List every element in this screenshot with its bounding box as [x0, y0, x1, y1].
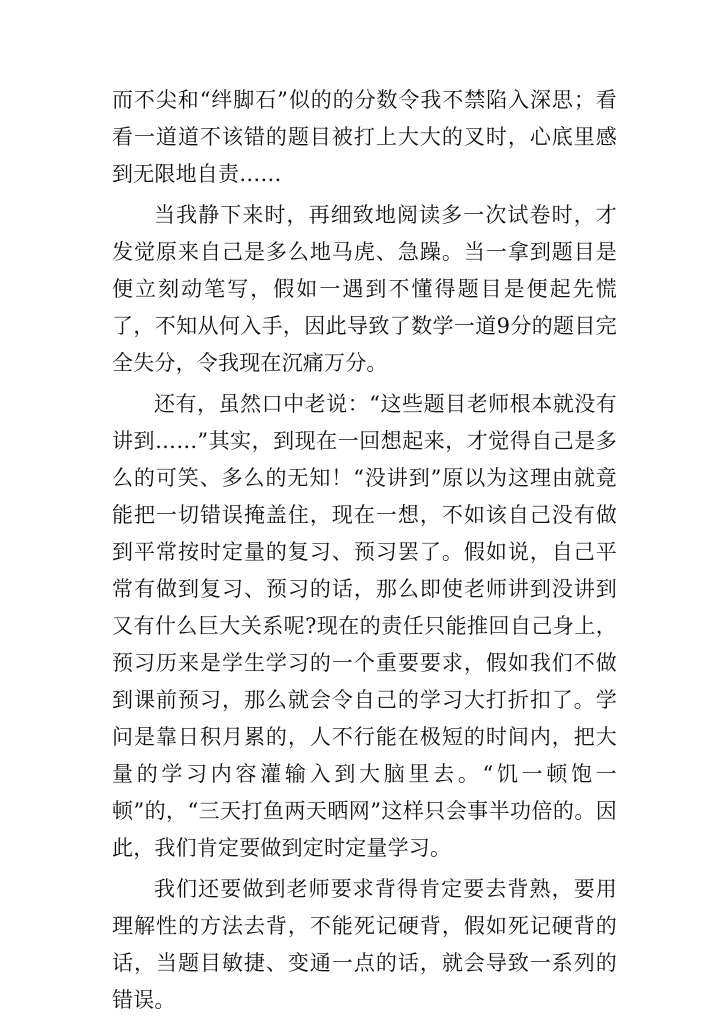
paragraph-4: 我们还要做到老师要求背得肯定要去背熟，要用理解性的方法去背，不能死记硬背，假如死记硬背的话，当题目敏捷、变通一点的话，就会导致一系列的错误。 — [112, 877, 617, 1012]
paragraph-2: 当我静下来时，再细致地阅读多一次试卷时，才发觉原来自己是多么地马虎、急躁。当一拿到题目是便立刻动笔写，假如一遇到不懂得题目是便起先慌了，不知从何入手，因此导致了数学一道9分的题目完全失分，令我现在沉痛万分。 — [112, 203, 617, 375]
paragraph-1: 而不尖和“绊脚石”似的的分数令我不禁陷入深思；看看一道道不该错的题目被打上大大的叉时，心底里感到无限地自责…… — [112, 88, 617, 186]
document-body — [112, 82, 617, 1023]
paragraph-3: 还有，虽然口中老说：“这些题目老师根本就没有讲到……”其实，到现在一回想起来，才觉得自己是多么的可笑、多么的无知！“没讲到”原以为这理由就竟能把一切错误掩盖住，现在一想，不如该自己没有做到平常按时定量的复习、预习罢了。假如说，自己平常有做到复习、预习的话，那么即使老师讲到没讲到又有什么巨大关系呢?现在的责任只能推回自己身上，预习历来是学生学习的一个重要要求，假如我们不做到课前预习，那么就会令自己的学习大打折扣了。学问是靠日积月累的，人不行能在极短的时间内，把大量的学习内容灌输入到大脑里去。“饥一顿饱一顿”的，“三天打鱼两天晒网”这样只会事半功倍的。因此，我们肯定要做到定时定量学习。 — [112, 392, 617, 860]
